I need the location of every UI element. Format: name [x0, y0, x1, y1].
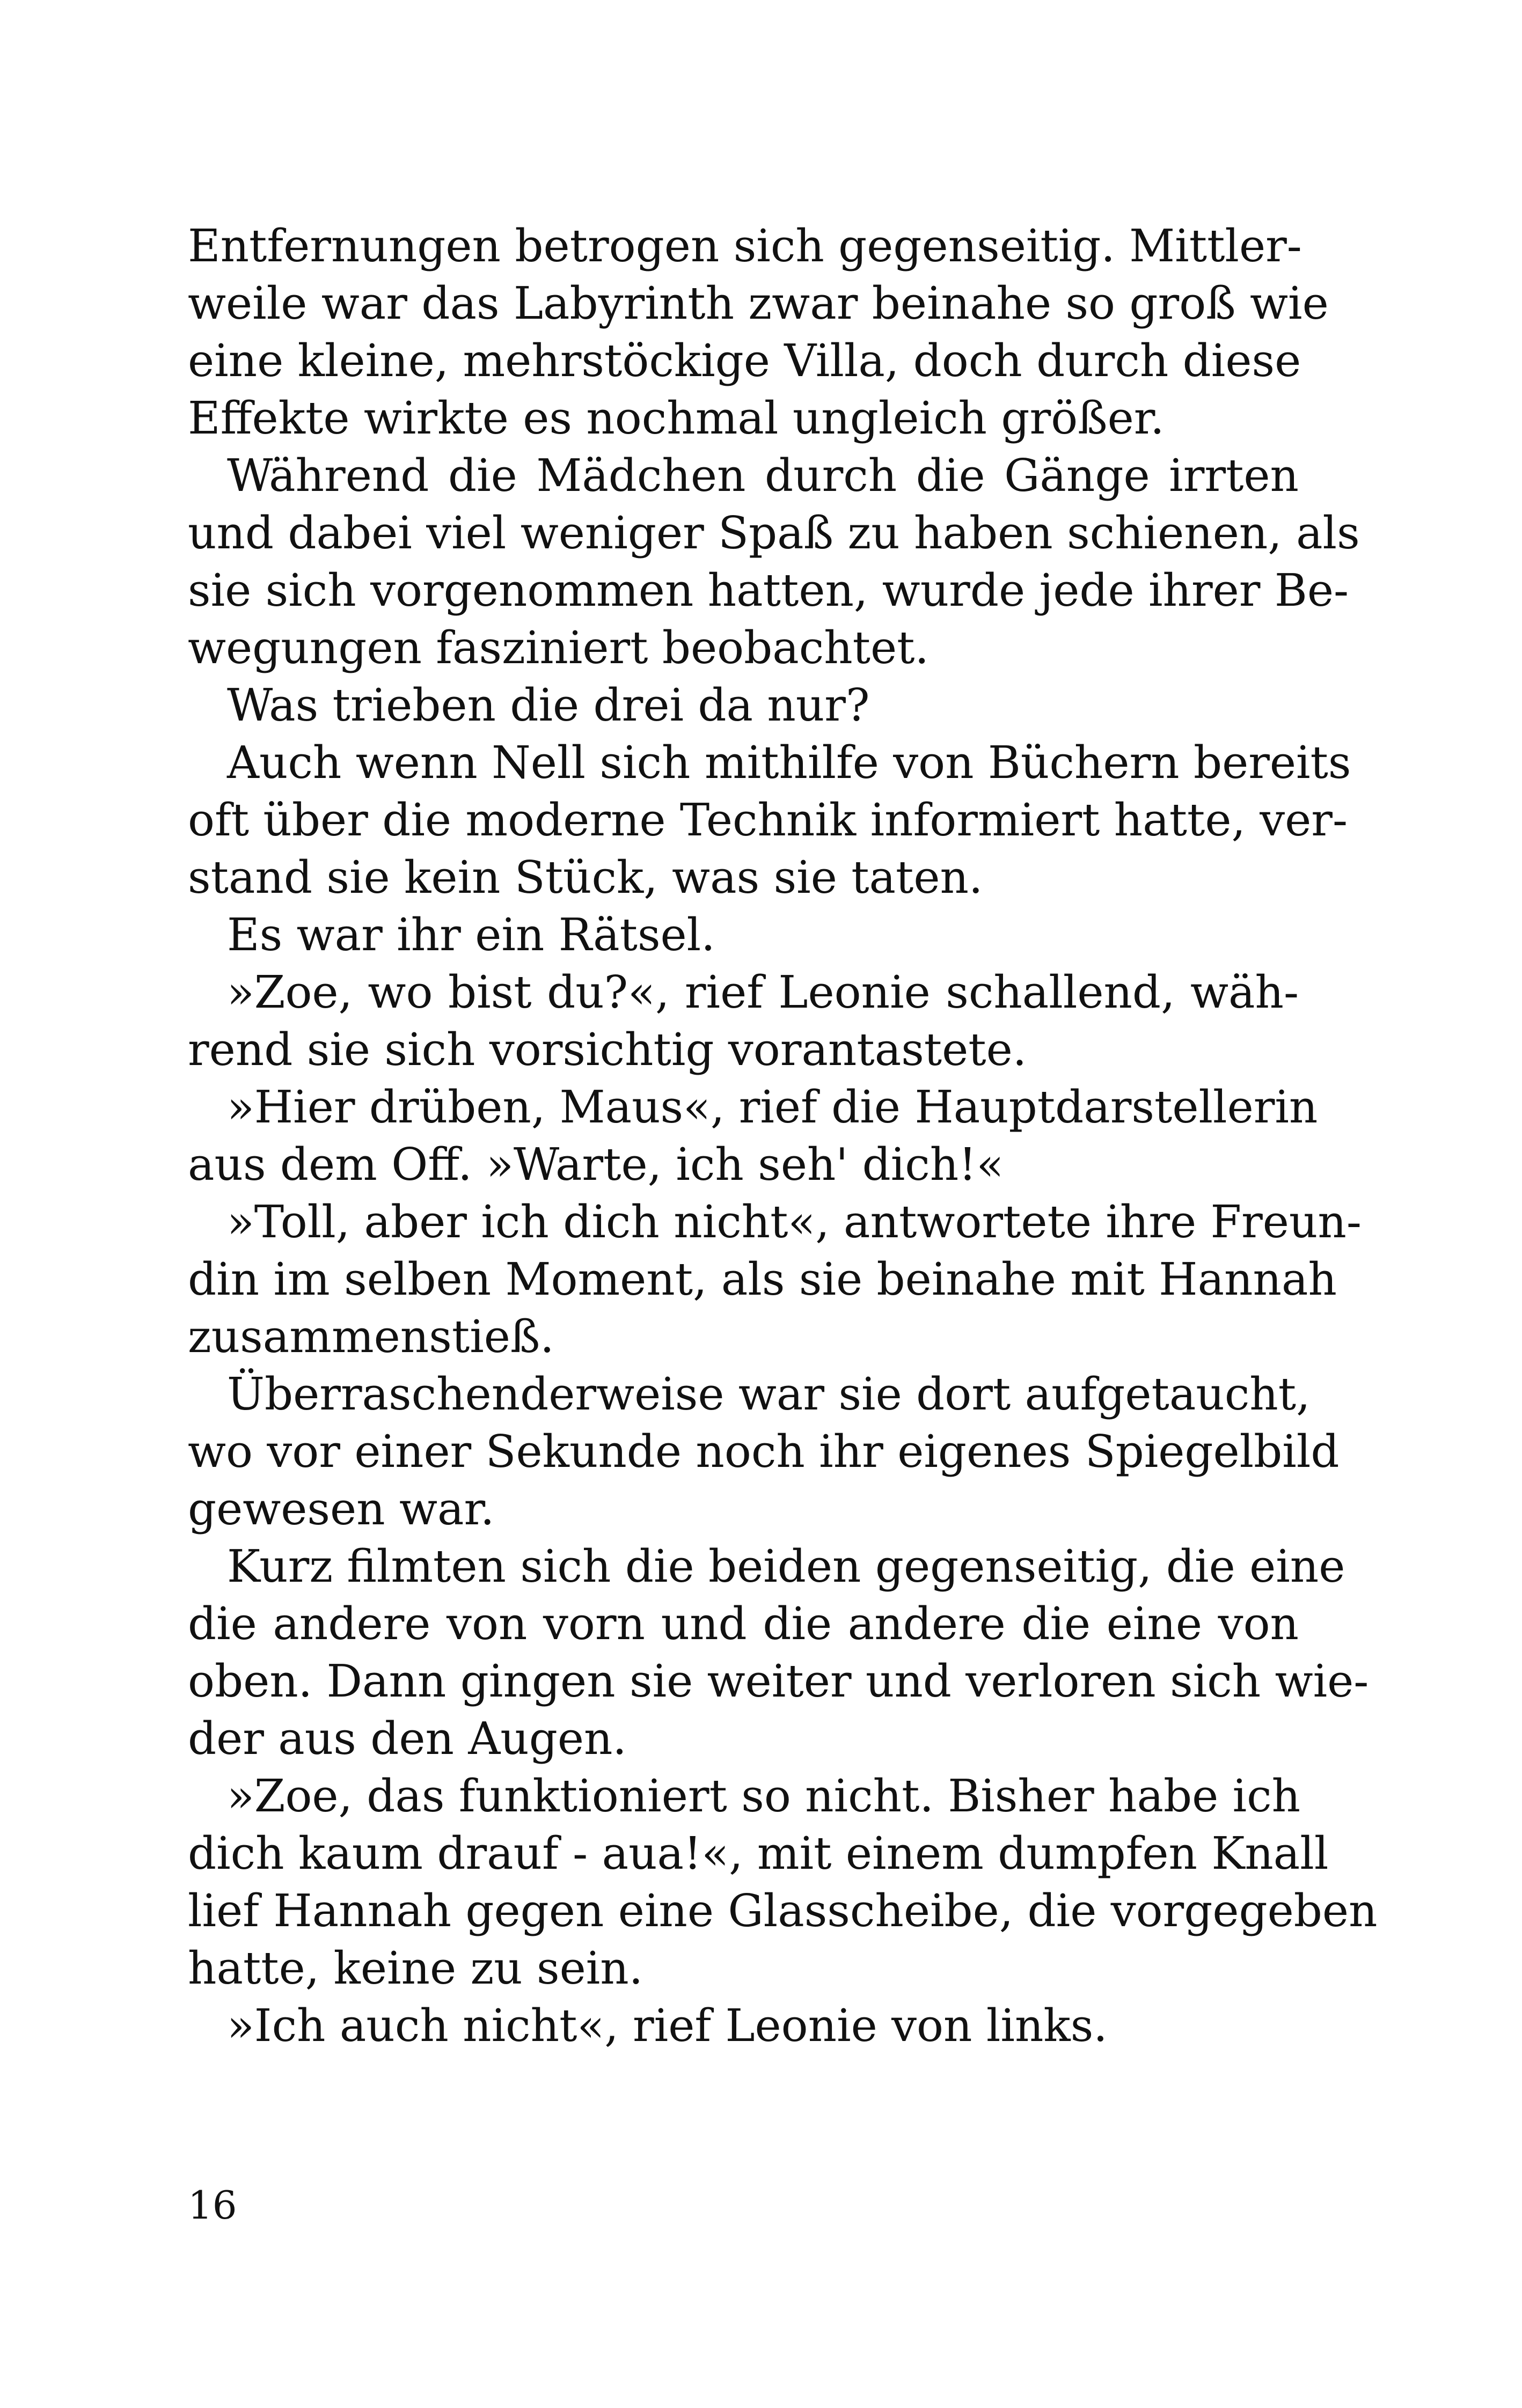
paragraph-9 — [188, 1365, 1340, 1538]
text-line: oft über die moderne Technik informiert hatte, ver- — [188, 794, 1348, 846]
text-line: »Hier drüben, Maus«, rief die Hauptdarstellerin — [227, 1081, 1318, 1133]
text-line: sie sich vorgenommen hatten, wurde jede ihrer Be- — [188, 564, 1349, 616]
page-body — [188, 217, 1378, 2054]
text-line: »Zoe, das funktioniert so nicht. Bisher habe ich — [227, 1770, 1301, 1822]
text-line: »Toll, aber ich dich nicht«, antwortete ihre Freun- — [227, 1196, 1362, 1248]
text-line: gewesen war. — [188, 1483, 495, 1535]
text-line: oben. Dann gingen sie weiter und verloren sich wie- — [188, 1655, 1369, 1707]
paragraph-6 — [188, 964, 1299, 1078]
paragraph-12 — [188, 1997, 1299, 2054]
text-line: »Zoe, wo bist du?«, rief Leonie schallend, wäh- — [227, 966, 1299, 1018]
paragraph-11 — [188, 1767, 1378, 1997]
text-line: »Ich auch nicht«, rief Leonie von links. — [227, 2000, 1108, 2052]
text-line: die andere von vorn und die andere die eine von — [188, 1598, 1299, 1650]
text-line: der aus den Augen. — [188, 1713, 627, 1765]
paragraph-8 — [188, 1193, 1362, 1365]
paragraph-3 — [188, 677, 1299, 734]
text-line: Effekte wirkte es nochmal ungleich größer. — [188, 392, 1165, 444]
text-line: dich kaum drauf - aua!«, mit einem dumpfen Knall — [188, 1827, 1329, 1880]
text-line: Kurz filmten sich die beiden gegenseitig, die eine — [227, 1540, 1345, 1592]
text-line: wo vor einer Sekunde noch ihr eigenes Spiegelbild — [188, 1426, 1340, 1478]
text-line: weile war das Labyrinth zwar beinahe so groß wie — [188, 277, 1329, 329]
text-line: lief Hannah gegen eine Glasscheibe, die vorgegeben — [188, 1885, 1378, 1937]
page-number: 16 — [188, 2183, 237, 2228]
paragraph-2 — [188, 447, 1360, 677]
paragraph-1 — [188, 217, 1329, 447]
text-line: wegungen fasziniert beobachtet. — [188, 622, 929, 674]
paragraph-7 — [188, 1078, 1318, 1193]
text-line: stand sie kein Stück, was sie taten. — [188, 851, 983, 904]
text-line: und dabei viel weniger Spaß zu haben schienen, als — [188, 507, 1360, 559]
text-line: Es war ihr ein Rätsel. — [227, 909, 715, 961]
text-line: rend sie sich vorsichtig vorantastete. — [188, 1024, 1027, 1076]
text-line: Während die Mädchen durch die Gänge irrten — [227, 450, 1299, 502]
text-line: din im selben Moment, als sie beinahe mit Hannah — [188, 1253, 1337, 1305]
text-line: hatte, keine zu sein. — [188, 1942, 643, 1994]
text-line: zusammenstieß. — [188, 1311, 554, 1363]
text-line: Auch wenn Nell sich mithilfe von Büchern bereits — [227, 737, 1351, 789]
text-line: eine kleine, mehrstöckige Villa, doch durch diese — [188, 335, 1301, 387]
text-line: Entfernungen betrogen sich gegenseitig. Mittler- — [188, 220, 1302, 272]
paragraph-4 — [188, 734, 1351, 906]
paragraph-5 — [188, 906, 1299, 964]
text-line: Überraschenderweise war sie dort aufgetaucht, — [227, 1368, 1311, 1420]
text-line: aus dem Off. »Warte, ich seh' dich!« — [188, 1139, 1004, 1191]
paragraph-10 — [188, 1538, 1369, 1767]
text-line: Was trieben die drei da nur? — [227, 679, 870, 731]
